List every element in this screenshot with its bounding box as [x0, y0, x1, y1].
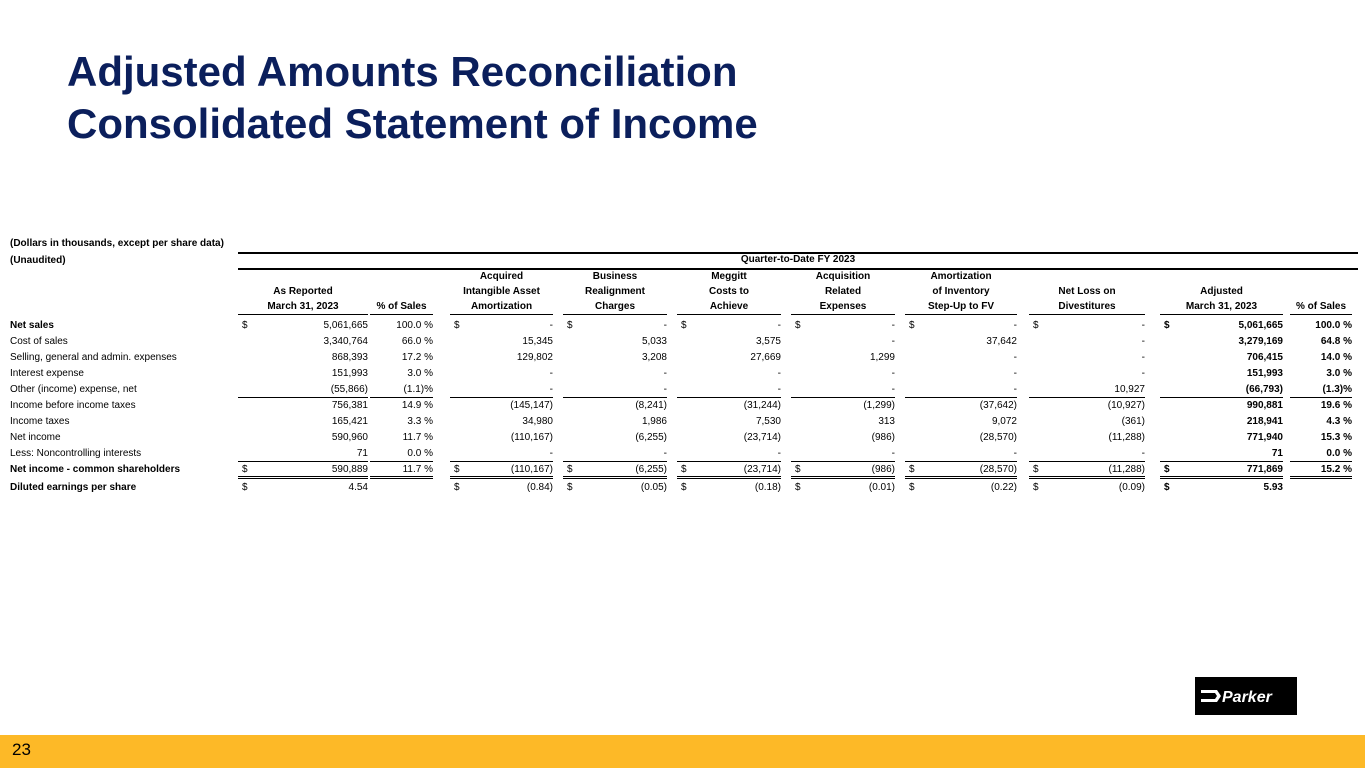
currency-symbol: $ — [242, 320, 248, 331]
table-cell: (0.05) — [640, 482, 667, 493]
total-double-rule — [370, 476, 433, 479]
column-header: Achieve — [709, 301, 749, 312]
period-bottom-rule — [238, 268, 1358, 270]
table-cell: 5.93 — [1263, 482, 1283, 493]
table-cell: - — [663, 384, 667, 395]
table-cell: (0.22) — [990, 482, 1017, 493]
table-cell: - — [549, 368, 553, 379]
table-cell: (23,714) — [743, 464, 781, 475]
table-cell: 64.8 % — [1320, 336, 1352, 347]
currency-symbol: $ — [567, 464, 573, 475]
table-cell: - — [1141, 336, 1145, 347]
currency-symbol: $ — [1033, 482, 1039, 493]
table-cell: 590,960 — [331, 432, 368, 443]
table-cell: - — [1013, 320, 1017, 331]
row-label: Net income - common shareholders — [10, 464, 181, 475]
table-cell: (110,167) — [510, 432, 553, 443]
table-cell: (986) — [871, 432, 895, 443]
subtotal-rule — [563, 397, 667, 398]
table-cell: 15,345 — [522, 336, 553, 347]
table-cell: (37,642) — [979, 400, 1017, 411]
row-label: Cost of sales — [10, 336, 68, 347]
currency-symbol: $ — [681, 464, 687, 475]
column-header: Charges — [594, 301, 635, 312]
table-cell: - — [1013, 448, 1017, 459]
header-underline — [677, 314, 781, 315]
table-cell: 19.6 % — [1320, 400, 1352, 411]
currency-symbol: $ — [1033, 464, 1039, 475]
column-header: Related — [824, 286, 862, 297]
table-cell: (8,241) — [635, 400, 667, 411]
table-cell: 5,033 — [641, 336, 667, 347]
table-cell: - — [891, 384, 895, 395]
table-cell: (1.3)% — [1322, 384, 1352, 395]
subtotal-rule — [450, 397, 553, 398]
table-cell: 771,940 — [1246, 432, 1283, 443]
table-cell: 66.0 % — [401, 336, 433, 347]
table-cell: (11,288) — [1108, 432, 1145, 443]
column-header: Acquired — [479, 271, 524, 282]
header-underline — [791, 314, 895, 315]
subtotal-rule — [905, 397, 1017, 398]
table-cell: - — [777, 368, 781, 379]
table-cell: (28,570) — [979, 432, 1017, 443]
table-cell: 771,869 — [1246, 464, 1283, 475]
table-cell: 3,208 — [641, 352, 667, 363]
table-cell: 868,393 — [331, 352, 368, 363]
table-cell: - — [663, 448, 667, 459]
table-cell: (1,299) — [863, 400, 895, 411]
total-double-rule — [238, 476, 368, 479]
table-cell: (6,255) — [635, 432, 667, 443]
total-double-rule — [450, 476, 553, 479]
subtotal-rule — [1160, 397, 1283, 398]
subtotal-rule — [1290, 461, 1352, 462]
column-header: Intangible Asset — [463, 286, 540, 297]
table-cell: - — [663, 320, 667, 331]
table-cell: (31,244) — [743, 400, 781, 411]
total-double-rule — [677, 476, 781, 479]
currency-symbol: $ — [681, 482, 687, 493]
footer-bar — [0, 735, 1365, 768]
parker-logo-text: Parker — [1222, 689, 1272, 706]
table-cell: 5,061,665 — [323, 320, 368, 331]
table-cell: 17.2 % — [401, 352, 433, 363]
table-cell: 34,980 — [522, 416, 553, 427]
column-header: Adjusted — [1200, 286, 1243, 297]
total-double-rule — [1290, 476, 1352, 479]
table-cell: 3,340,764 — [323, 336, 368, 347]
subtotal-rule — [450, 461, 553, 462]
header-underline — [370, 314, 433, 315]
table-cell: (361) — [1121, 416, 1145, 427]
column-header: Amortization — [930, 271, 992, 282]
table-cell: (23,714) — [743, 432, 781, 443]
table-cell: - — [891, 448, 895, 459]
subtotal-rule — [791, 461, 895, 462]
table-cell: (66,793) — [1245, 384, 1283, 395]
header-underline — [1029, 314, 1145, 315]
subtotal-rule — [238, 461, 368, 462]
currency-symbol: $ — [681, 320, 687, 331]
page-number: 23 — [12, 740, 31, 759]
subtotal-rule — [238, 397, 368, 398]
table-cell: (986) — [871, 464, 895, 475]
table-cell: - — [1141, 368, 1145, 379]
header-underline — [905, 314, 1017, 315]
currency-symbol: $ — [1164, 464, 1170, 475]
column-header: Acquisition — [815, 271, 871, 282]
table-cell: 10,927 — [1114, 384, 1145, 395]
table-cell: (11,288) — [1108, 464, 1145, 475]
table-cell: 11.7 % — [402, 464, 433, 475]
table-cell: 5,061,665 — [1238, 320, 1283, 331]
table-cell: 3,575 — [755, 336, 781, 347]
row-label: Net sales — [10, 320, 54, 331]
currency-symbol: $ — [242, 464, 248, 475]
table-note-units: (Dollars in thousands, except per share data) — [10, 238, 224, 249]
table-cell: 14.9 % — [401, 400, 433, 411]
table-cell: 129,802 — [516, 352, 553, 363]
column-header: Realignment — [584, 286, 645, 297]
table-cell: - — [1013, 352, 1017, 363]
parker-logo — [1195, 677, 1297, 715]
header-underline — [1160, 314, 1283, 315]
subtotal-rule — [563, 461, 667, 462]
table-cell: (0.01) — [868, 482, 895, 493]
table-cell: 590,889 — [331, 464, 368, 475]
table-cell: 4.3 % — [1326, 416, 1352, 427]
table-cell: - — [1013, 368, 1017, 379]
table-cell: 15.2 % — [1320, 464, 1352, 475]
column-header: Meggitt — [711, 271, 747, 282]
row-label: Diluted earnings per share — [10, 482, 137, 493]
subtotal-rule — [1029, 461, 1145, 462]
column-header: of Inventory — [932, 286, 990, 297]
table-cell: 990,881 — [1246, 400, 1283, 411]
column-header: Divestitures — [1058, 301, 1116, 312]
table-cell: 15.3 % — [1320, 432, 1352, 443]
column-header: Amortization — [470, 301, 533, 312]
currency-symbol: $ — [567, 482, 573, 493]
table-cell: 14.0 % — [1320, 352, 1352, 363]
column-header: % of Sales — [376, 301, 427, 312]
table-cell: 11.7 % — [402, 432, 433, 443]
row-label: Interest expense — [10, 368, 84, 379]
table-cell: (0.18) — [754, 482, 781, 493]
subtotal-rule — [370, 461, 433, 462]
currency-symbol: $ — [242, 482, 248, 493]
currency-symbol: $ — [454, 482, 460, 493]
currency-symbol: $ — [909, 464, 915, 475]
title-line-1: Adjusted Amounts Reconciliation — [67, 48, 738, 95]
table-cell: 3,279,169 — [1238, 336, 1283, 347]
table-cell: - — [777, 448, 781, 459]
table-cell: 100.0 % — [1315, 320, 1352, 331]
row-label: Net income — [10, 432, 61, 443]
table-cell: - — [777, 320, 781, 331]
subtotal-rule — [791, 397, 895, 398]
subtotal-rule — [1029, 397, 1145, 398]
table-cell: 1,299 — [869, 352, 895, 363]
table-cell: (0.84) — [526, 482, 553, 493]
subtotal-rule — [1290, 397, 1352, 398]
table-cell: 3.0 % — [407, 368, 433, 379]
table-cell: 7,530 — [755, 416, 781, 427]
currency-symbol: $ — [1033, 320, 1039, 331]
subtotal-rule — [370, 397, 433, 398]
table-cell: 1,986 — [641, 416, 667, 427]
table-cell: - — [777, 384, 781, 395]
currency-symbol: $ — [909, 320, 915, 331]
table-cell: - — [1013, 384, 1017, 395]
table-cell: 165,421 — [331, 416, 368, 427]
subtotal-rule — [677, 397, 781, 398]
currency-symbol: $ — [909, 482, 915, 493]
row-label: Selling, general and admin. expenses — [10, 352, 177, 363]
column-header: March 31, 2023 — [1185, 301, 1258, 312]
table-cell: 71 — [356, 448, 368, 459]
currency-symbol: $ — [795, 464, 801, 475]
table-cell: (28,570) — [979, 464, 1017, 475]
table-cell: 71 — [1271, 448, 1283, 459]
total-double-rule — [1029, 476, 1145, 479]
title-line-2: Consolidated Statement of Income — [67, 100, 758, 147]
table-cell: 27,669 — [750, 352, 781, 363]
table-cell: - — [891, 320, 895, 331]
subtotal-rule — [905, 461, 1017, 462]
table-cell: 756,381 — [331, 400, 368, 411]
subtotal-rule — [1160, 461, 1283, 462]
table-cell: - — [891, 336, 895, 347]
currency-symbol: $ — [795, 482, 801, 493]
table-cell: - — [1141, 320, 1145, 331]
table-cell: (6,255) — [635, 464, 667, 475]
table-cell: (110,167) — [510, 464, 553, 475]
column-header: March 31, 2023 — [267, 301, 339, 312]
table-cell: (10,927) — [1107, 400, 1145, 411]
row-label: Income before income taxes — [10, 400, 136, 411]
table-cell: (145,147) — [510, 400, 553, 411]
table-cell: - — [891, 368, 895, 379]
column-header: Step-Up to FV — [927, 301, 995, 312]
table-cell: 3.0 % — [1326, 368, 1352, 379]
table-cell: 0.0 % — [407, 448, 433, 459]
header-underline — [1290, 314, 1352, 315]
header-underline — [450, 314, 553, 315]
currency-symbol: $ — [1164, 320, 1170, 331]
currency-symbol: $ — [454, 464, 460, 475]
currency-symbol: $ — [454, 320, 460, 331]
column-header: % of Sales — [1295, 301, 1347, 312]
total-double-rule — [791, 476, 895, 479]
currency-symbol: $ — [567, 320, 573, 331]
column-header: Costs to — [709, 286, 749, 297]
header-underline — [563, 314, 667, 315]
table-cell: - — [1141, 448, 1145, 459]
table-cell: 151,993 — [331, 368, 368, 379]
table-cell: 3.3 % — [407, 416, 433, 427]
table-cell: - — [549, 320, 553, 331]
table-cell: (55,866) — [330, 384, 368, 395]
table-note-unaudited: (Unaudited) — [10, 255, 66, 266]
row-label: Other (income) expense, net — [10, 384, 137, 395]
period-header: Quarter-to-Date FY 2023 — [740, 254, 856, 265]
column-header: Expenses — [819, 301, 867, 312]
table-cell: 9,072 — [991, 416, 1017, 427]
table-cell: - — [663, 368, 667, 379]
subtotal-rule — [677, 461, 781, 462]
table-cell: - — [1141, 352, 1145, 363]
table-cell: 706,415 — [1246, 352, 1283, 363]
total-double-rule — [905, 476, 1017, 479]
table-cell: (0.09) — [1118, 482, 1145, 493]
table-cell: 313 — [878, 416, 895, 427]
table-cell: - — [549, 384, 553, 395]
total-double-rule — [1160, 476, 1283, 479]
table-cell: - — [549, 448, 553, 459]
table-cell: (1.1)% — [403, 384, 433, 395]
currency-symbol: $ — [1164, 482, 1170, 493]
table-cell: 4.54 — [348, 482, 368, 493]
table-cell: 37,642 — [986, 336, 1017, 347]
table-cell: 218,941 — [1246, 416, 1283, 427]
total-double-rule — [563, 476, 667, 479]
table-cell: 100.0 % — [396, 320, 433, 331]
row-label: Less: Noncontrolling interests — [10, 448, 142, 459]
column-header: Net Loss on — [1058, 286, 1116, 297]
table-cell: 151,993 — [1246, 368, 1283, 379]
column-header: Business — [592, 271, 638, 282]
row-label: Income taxes — [10, 416, 70, 427]
header-underline — [238, 314, 368, 315]
column-header: As Reported — [273, 286, 333, 297]
table-cell: 0.0 % — [1326, 448, 1352, 459]
currency-symbol: $ — [795, 320, 801, 331]
